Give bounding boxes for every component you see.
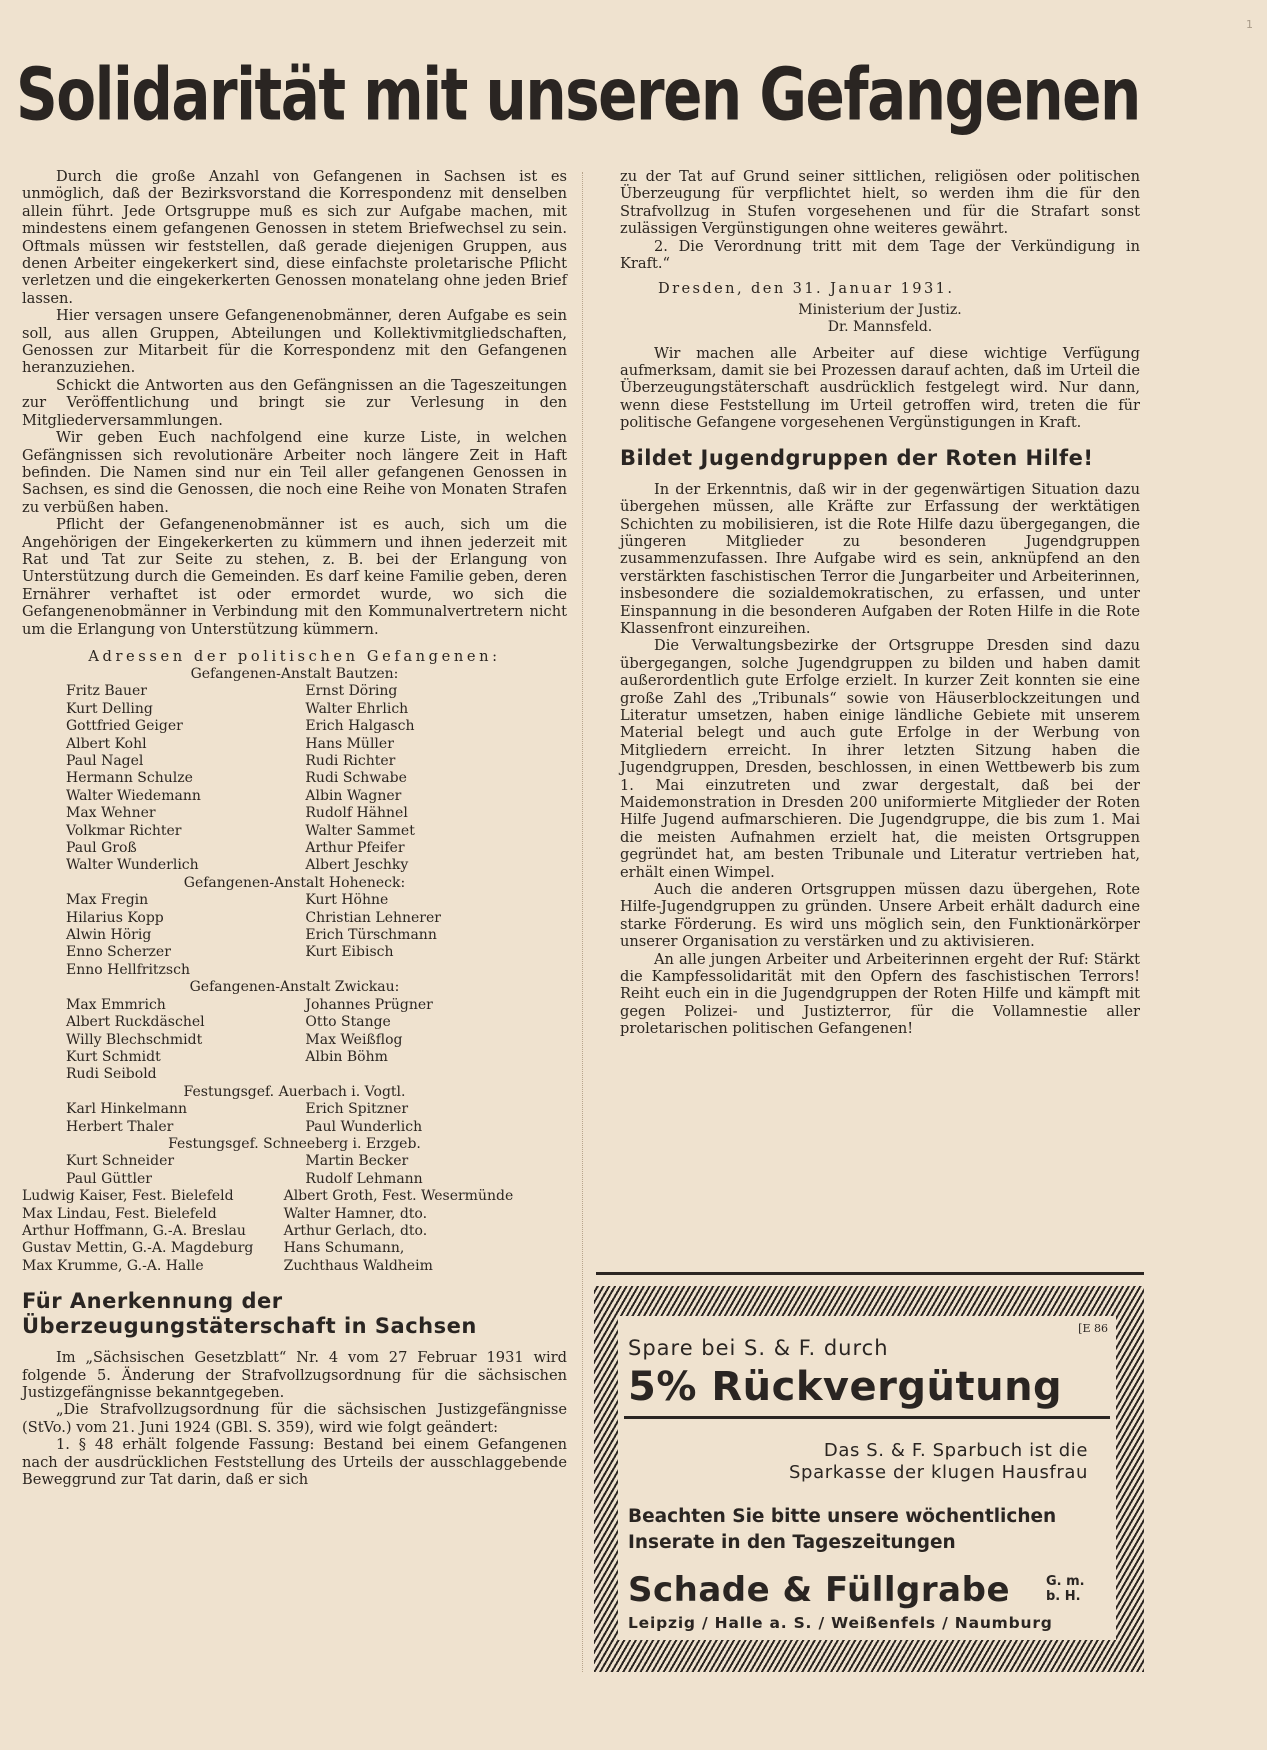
section-rule bbox=[596, 1272, 1144, 1275]
names-table-zwickau bbox=[22, 997, 567, 1084]
name-row bbox=[22, 1171, 567, 1188]
prisoner-name: Walter Wiedemann bbox=[66, 787, 201, 804]
prisoner-name: Paul Wunderlich bbox=[305, 1118, 423, 1135]
name-row bbox=[22, 736, 567, 753]
names-table-hoheneck bbox=[22, 892, 567, 979]
paragraph: Die Verwaltungsbezirke der Ortsgruppe Dresden sind dazu übergegangen, solche Jugendgruppen zu bilden und haben damit außerordentlich gute Erfolge erzielt. In kurzer Zeit konnten sie eine große Zahl des „Tribunals“ sowie von Häuserblockzeitungen und Literatur umsetzen, haben einige ländliche Gebiete mit unserem Material belegt und auch gute Erfolge in der Werbung von Mitgliedern erreicht. In ihrer letzten Sitzung haben die Jugendgruppen, Dresden, beschlossen, in einen Wettbewerb bis zum 1. Mai einzutreten und zwar dergestalt, daß bei der Maidemonstration in Dresden 200 uniformierte Mitglieder der Roten Hilfe Jugend aufmarschieren. Die Jugendgruppe, die bis zum 1. Mai die meisten Aufnahmen erzielt hat, die meisten Ortsgruppen gegründet hat, am besten Tribunale und Literatur vertrieben hat, erhält einen Wimpel. bbox=[620, 637, 1140, 881]
advertisement-frame bbox=[594, 1286, 1144, 1672]
prisoner-name: Enno Hellfritzsch bbox=[66, 961, 190, 978]
prisoner-name: Kurt Eibisch bbox=[305, 944, 394, 961]
name-row bbox=[22, 1206, 567, 1223]
prisoner-name: Kurt Schneider bbox=[66, 1153, 175, 1170]
prison-title-schneeberg: Festungsgef. Schneeberg i. Erzgeb. bbox=[168, 1135, 421, 1152]
right-column bbox=[620, 168, 1140, 1038]
prisoner-name: Walter Hamner, dto. bbox=[283, 1205, 428, 1222]
paragraph: Auch die anderen Ortsgruppen müssen dazu übergehen, Rote Hilfe-Jugendgruppen zu gründen. Unsere Arbeit erhält dadurch eine starke Förderung. Es wird uns möglich sein, den Funktionärkörper unserer Organisation zu verstärken und zu aktivisieren. bbox=[620, 881, 1140, 951]
name-row bbox=[22, 1014, 567, 1031]
prison-title-zwickau: Gefangenen-Anstalt Zwickau: bbox=[189, 979, 400, 996]
names-table-bautzen bbox=[22, 683, 567, 874]
paragraph: Pflicht der Gefangenenobmänner ist es auch, sich um die Angehörigen der Eingekerkerten zu kümmern und ihnen jederzeit mit Rat und Tat zur Seite zu stehen, z. B. bei der Erlangung von Unterstützung durch die Gemeinden. Es darf keine Familie geben, deren Ernährer verhaftet ist oder ermordet wurde, wo sich die Gefangenenobmänner in Verbindung mit den Kommunalvertretern nicht um die Erlangung von Unterstützung kümmern. bbox=[22, 516, 567, 638]
prisoner-name: Willy Blechschmidt bbox=[66, 1031, 203, 1048]
ad-line: Das S. & F. Sparbuch ist die bbox=[823, 1440, 1088, 1461]
prisoner-name: Albert Ruckdäschel bbox=[66, 1014, 205, 1031]
prisoner-name: Gottfried Geiger bbox=[66, 718, 183, 735]
ad-notice: Beachten Sie bitte unsere wöchentlichen Inserate in den Tageszeitungen bbox=[628, 1506, 1057, 1553]
ad-rule bbox=[624, 1416, 1110, 1419]
name-row bbox=[22, 944, 567, 961]
name-row bbox=[22, 1032, 567, 1049]
name-row bbox=[22, 683, 567, 700]
paragraph: Wir machen alle Arbeiter auf diese wichtige Verfügung aufmerksam, damit sie bei Prozessen darauf achten, daß im Urteil die Überzeugungstäterschaft ausdrücklich festgelegt wird. Nur dann, wenn diese Feststellung im Urteil getroffen wird, treten die für politische Gefangene vorgesehenen Vergünstigungen in Kraft. bbox=[620, 344, 1140, 432]
ad-headline: 5% Rückvergütung bbox=[628, 1364, 1063, 1410]
section-title-ueberzeugung: Für Anerkennung der Überzeugungstäterschaft in Sachsen bbox=[22, 1289, 477, 1339]
paragraph: Schickt die Antworten aus den Gefängnissen an die Tageszeitungen zur Veröffentlichung und bringt sie zur Verlesung in den Mitgliederversammlungen. bbox=[22, 376, 567, 429]
name-row bbox=[22, 753, 567, 770]
prisoner-name: Christian Lehnerer bbox=[305, 909, 441, 926]
prisoner-name: Fritz Bauer bbox=[66, 683, 147, 700]
prisoner-name: Walter Ehrlich bbox=[305, 700, 409, 717]
prisoner-name: Paul Groß bbox=[66, 840, 137, 857]
prisoner-name: Erich Halgasch bbox=[305, 718, 415, 735]
masthead: Solidarität mit unseren Gefangenen bbox=[16, 51, 1140, 137]
paragraph: An alle jungen Arbeiter und Arbeiterinnen ergeht der Ruf: Stärkt die Kampfessolidarität mit den Opfern des faschistischen Terrors! Reiht euch ein in die Jugendgruppen der Roten Hilfe und kämpft mit gegen Polizei- und Justizterror, für die Vollamnestie aller proletarischen politischen Gefangenen! bbox=[620, 950, 1140, 1038]
name-row bbox=[22, 857, 567, 874]
paragraph: Wir geben Euch nachfolgend eine kurze Liste, in welchen Gefängnissen sich revolutionäre Arbeiter noch längere Zeit in Haft befinden. Die Namen sind nur ein Teil aller gefangenen Genossen in Sachsen, es sind die Genossen, die noch eine Reihe von Monaten Strafen zu verbüßen haben. bbox=[22, 429, 567, 516]
prisoner-name: Martin Becker bbox=[305, 1153, 409, 1170]
prisoner-name: Paul Güttler bbox=[66, 1170, 152, 1187]
names-table-others bbox=[22, 1188, 567, 1275]
prisoner-name: Kurt Delling bbox=[66, 700, 153, 717]
prisoner-name: Max Fregin bbox=[66, 892, 149, 909]
prisoner-name: Volkmar Richter bbox=[66, 822, 182, 839]
name-row bbox=[22, 770, 567, 787]
decree-ministry: Ministerium der Justiz. bbox=[798, 301, 962, 318]
left-column bbox=[22, 168, 567, 1488]
prisoner-name: Alwin Hörig bbox=[66, 927, 152, 944]
prisoner-name: Hans Müller bbox=[305, 735, 394, 752]
prisoner-name: Erich Türschmann bbox=[305, 927, 437, 944]
paragraph: Durch die große Anzahl von Gefangenen in Sachsen ist es unmöglich, daß der Bezirksvorstand die Korrespondenz mit denselben allein führt. Jede Ortsgruppe muß es sich zur Aufgabe machen, mit mindestens einem gefangenen Genossen in stetem Briefwechsel zu sein. Oftmals müssen wir feststellen, daß gerade diejenigen Gruppen, aus denen Arbeiter eingekerkert sind, diese einfachste proletarische Pflicht verletzen und die eingekerkerten Genossen monatelang ohne jeden Brief lassen. bbox=[22, 168, 567, 307]
corner-mark: 1 bbox=[1246, 18, 1253, 31]
prisoner-name: Hilarius Kopp bbox=[66, 909, 164, 926]
addresses-heading: Adressen der politischen Gefangenen: bbox=[88, 647, 501, 665]
name-row bbox=[22, 1258, 567, 1275]
column-divider bbox=[582, 172, 583, 1672]
prisoner-name: Otto Stange bbox=[305, 1014, 391, 1031]
prisoner-name: Arthur Hoffmann, G.-A. Breslau bbox=[22, 1222, 246, 1239]
prisoner-name: Rudi Schwabe bbox=[305, 770, 407, 787]
prisoner-name: Enno Scherzer bbox=[66, 944, 171, 961]
name-row bbox=[22, 1240, 567, 1257]
prisoner-name: Hermann Schulze bbox=[66, 770, 193, 787]
name-row bbox=[22, 1153, 567, 1170]
prisoner-name: Albin Wagner bbox=[305, 787, 402, 804]
name-row bbox=[22, 805, 567, 822]
prisoner-name: Max Lindau, Fest. Bielefeld bbox=[22, 1205, 217, 1222]
name-row bbox=[22, 1119, 567, 1136]
prisoner-name: Paul Nagel bbox=[66, 753, 144, 769]
decree-signature: Dr. Mannsfeld. bbox=[827, 319, 933, 336]
name-row bbox=[22, 718, 567, 735]
prisoner-name: Max Krumme, G.-A. Halle bbox=[22, 1257, 204, 1274]
prisoner-name: Rudi Richter bbox=[305, 753, 396, 769]
name-row bbox=[22, 927, 567, 944]
prisoner-name: Kurt Schmidt bbox=[66, 1048, 161, 1065]
name-row bbox=[22, 1049, 567, 1066]
prisoner-name: Albin Böhm bbox=[305, 1048, 388, 1065]
names-table-schneeberg bbox=[22, 1153, 567, 1188]
ad-reference: [E 86 bbox=[1078, 1322, 1108, 1335]
paragraph: 2. Die Verordnung tritt mit dem Tage der Verkündigung in Kraft.“ bbox=[620, 237, 1140, 273]
name-row bbox=[22, 910, 567, 927]
prisoner-name: Walter Sammet bbox=[305, 822, 415, 839]
name-row bbox=[22, 962, 567, 979]
prisoner-name: Albert Groth, Fest. Wesermünde bbox=[283, 1188, 514, 1205]
names-table-auerbach bbox=[22, 1101, 567, 1136]
name-row bbox=[22, 892, 567, 909]
ad-company-form-line: G. m. bbox=[1046, 1574, 1085, 1589]
name-row bbox=[22, 1188, 567, 1205]
prisoner-name: Arthur Pfeifer bbox=[305, 840, 405, 857]
name-row bbox=[22, 701, 567, 718]
prisoner-name: Max Weißflog bbox=[305, 1031, 403, 1048]
prisoner-name: Gustav Mettin, G.-A. Magdeburg bbox=[22, 1240, 254, 1257]
name-row bbox=[22, 1101, 567, 1118]
section-title-jugendgruppen: Bildet Jugendgruppen der Roten Hilfe! bbox=[620, 445, 1094, 470]
prisoner-name: Rudolf Lehmann bbox=[305, 1170, 423, 1187]
prison-title-hoheneck: Gefangenen-Anstalt Hoheneck: bbox=[183, 874, 406, 891]
advertisement bbox=[618, 1316, 1116, 1640]
paragraph: Hier versagen unsere Gefangenenobmänner, deren Aufgabe es sein soll, aus allen Gruppen, Abteilungen und Kollektivmitgliedschaften, Genossen zur Mitarbeit für die Korrespondenz mit den Gefangenen heranzuziehen. bbox=[22, 307, 567, 377]
ad-company-form-line: b. H. bbox=[1046, 1589, 1081, 1604]
prisoner-name bbox=[305, 962, 567, 979]
ad-line: Spare bei S. & F. durch bbox=[628, 1336, 889, 1360]
prisoner-name bbox=[305, 1066, 567, 1083]
prisoner-name: Ludwig Kaiser, Fest. Bielefeld bbox=[22, 1188, 234, 1205]
name-row bbox=[22, 1066, 567, 1083]
prisoner-name: Max Wehner bbox=[66, 805, 156, 822]
ad-line: Sparkasse der klugen Hausfrau bbox=[789, 1462, 1088, 1483]
name-row bbox=[22, 997, 567, 1014]
prisoner-name: Herbert Thaler bbox=[66, 1118, 174, 1135]
name-row bbox=[22, 1223, 567, 1240]
paragraph: 1. § 48 erhält folgende Fassung: Bestand bei einem Gefangenen nach der ausdrücklichen Feststellung des Urteils der ausschlaggebende Beweggrund zur Tat darin, daß er sich bbox=[22, 1436, 567, 1489]
prisoner-name: Max Emmrich bbox=[66, 996, 166, 1013]
prison-title-auerbach: Festungsgef. Auerbach i. Vogtl. bbox=[183, 1083, 406, 1100]
prisoner-name: Rudolf Hähnel bbox=[305, 805, 408, 822]
prisoner-name: Albert Jeschky bbox=[305, 857, 409, 874]
prisoner-name: Kurt Höhne bbox=[305, 892, 389, 909]
prisoner-name: Johannes Prügner bbox=[305, 996, 433, 1013]
prisoner-name: Arthur Gerlach, dto. bbox=[283, 1222, 428, 1239]
prisoner-name: Hans Schumann, bbox=[283, 1240, 405, 1257]
prisoner-name: Ernst Döring bbox=[305, 683, 398, 700]
prisoner-name: Erich Spitzner bbox=[305, 1101, 409, 1118]
paragraph: „Die Strafvollzugsordnung für die sächsischen Justizgefängnisse (StVo.) vom 21. Juni 1924 (GBl. S. 359), wird wie folgt geändert: bbox=[22, 1401, 567, 1436]
ad-company-form bbox=[1046, 1574, 1085, 1604]
ad-cities: Leipzig / Halle a. S. / Weißenfels / Naumburg bbox=[628, 1614, 1053, 1632]
paragraph: zu der Tat auf Grund seiner sittlichen, religiösen oder politischen Überzeugung für verpflichtet hielt, so werden ihm die für den Strafvollzug in Stufen vorgesehenen und für die Strafart sonst zulässigen Vergünstigungen ohne weiteres gewährt. bbox=[620, 168, 1140, 238]
paragraph: In der Erkenntnis, daß wir in der gegenwärtigen Situation dazu übergehen müssen, alle Kräfte zur Erfassung der werktätigen Schichten zu mobilisieren, ist die Rote Hilfe dazu übergegangen, die jüngeren Mitglieder zu besonderen Jugendgruppen zusammenzufassen. Ihre Aufgabe wird es sein, anknüpfend an den verstärkten faschistischen Terror die Jungarbeiter und Arbeiterinnen, insbesondere die sozialdemokratischen, zu erfassen, und unter Einspannung in die besonderen Aufgaben der Roten Hilfe in die Rote Klassenfront einzureihen. bbox=[620, 480, 1140, 637]
prisoner-name: Karl Hinkelmann bbox=[66, 1101, 188, 1118]
paragraph: Im „Sächsischen Gesetzblatt“ Nr. 4 vom 27 Februar 1931 wird folgende 5. Änderung der Strafvollzugsordnung für die sächsischen Justizgefängnisse bekanntgegeben. bbox=[22, 1349, 567, 1401]
name-row bbox=[22, 840, 567, 857]
prison-title-bautzen: Gefangenen-Anstalt Bautzen: bbox=[190, 665, 399, 682]
name-row bbox=[22, 788, 567, 805]
ad-company: Schade & Füllgrabe bbox=[628, 1570, 1011, 1610]
prisoner-name: Albert Kohl bbox=[66, 735, 147, 752]
prisoner-name: Rudi Seibold bbox=[66, 1066, 157, 1083]
prisoner-name: Walter Wunderlich bbox=[66, 857, 199, 874]
decree-date: Dresden, den 31. Januar 1931. bbox=[658, 280, 955, 298]
prisoner-name: Zuchthaus Waldheim bbox=[283, 1257, 433, 1274]
name-row bbox=[22, 823, 567, 840]
